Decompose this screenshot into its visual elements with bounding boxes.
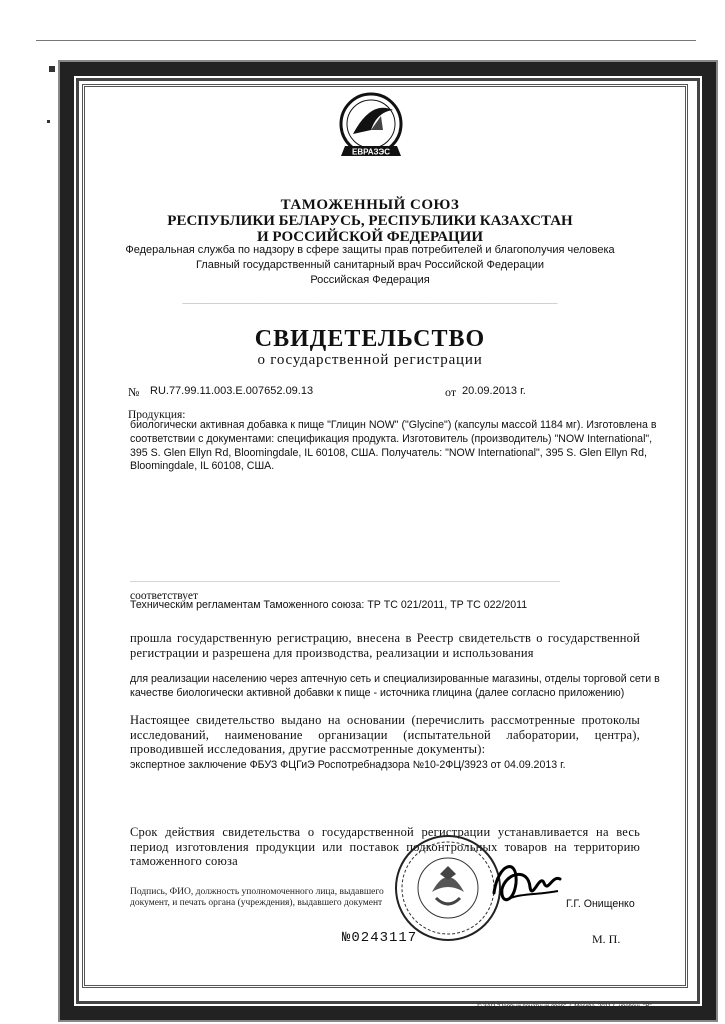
sale-conditions: для реализации населению через аптечную сеть и специализированные магазины, отделы торговой сети в качестве биологически активной добавки к пище - источника глицина (далее согласно приложению) [130, 673, 660, 699]
expert-conclusion: экспертное заключение ФБУЗ ФЦГиЭ Роспотребнадзора №10-2ФЦ/3923 от 04.09.2013 г. [130, 759, 566, 771]
handwritten-signature [488, 853, 568, 911]
product-label: Продукция: [128, 409, 186, 421]
registration-number: RU.77.99.11.003.E.007652.09.13 [150, 385, 314, 397]
validity-statement: Срок действия свидетельства о государственной регистрации устанавливается на весь период изготовления продукции или поставок подконтрольных товаров на территорию таможенного союза [130, 825, 640, 868]
caption-line: —————————————————————————————————————————————————————————————————————————————————————— [130, 580, 560, 585]
eurasec-emblem-icon [331, 90, 411, 164]
signature-caption: Подпись, ФИО, должность уполномоченного лица, выдавшего документ, и печать органа (учреждения), выдавшего документ [130, 887, 384, 908]
emblem-label: ЕВРАЗЭС [351, 147, 391, 157]
issuer-position: Главный государственный санитарный врач Российской Федерации [195, 259, 545, 271]
scan-mark [49, 66, 55, 72]
scan-mark [47, 120, 50, 123]
customs-union-heading: ТАМОЖЕННЫЙ СОЮЗ [280, 197, 460, 213]
conformity-label: соответствует [130, 590, 199, 602]
registration-date: 20.09.2013 г. [462, 385, 526, 397]
republics-heading: РЕСПУБЛИКИ БЕЛАРУСЬ, РЕСПУБЛИКИ КАЗАХСТАН [167, 213, 573, 229]
product-description: биологически активная добавка к пище "Глицин NOW" ("Glycine") (капсулы массой 1184 мг). Изготовлена в соответствии с документами: спецификация продукта. Изготовитель (производитель) "NOW International", 395 S. Glen Ellyn Rd, Bloomingdale, IL 60108, США. Получатель: "NOW International", 395 S. Glen Ellyn Rd, Bloomingdale, IL 60108, США. [130, 419, 657, 473]
printer-note: © ЗАО "Первый печатный двор", г. Москва, 2011 г., уровень "В" [477, 1004, 652, 1010]
issuer-caption-line: ——————————————————————————————————————————————————————————————————— [182, 301, 558, 307]
date-label: от [445, 385, 457, 399]
document-subtitle: о государственной регистрации [257, 352, 483, 368]
issuer-country: Российская Федерация [310, 274, 430, 286]
agency-name: Федеральная служба по надзору в сфере защиты прав потребителей и благополучия человека [125, 244, 615, 256]
document-title: СВИДЕТЕЛЬСТВО [254, 326, 486, 352]
signer-name: Г.Г. Онищенко [566, 898, 635, 910]
seal-place-label: М. П. [592, 932, 621, 946]
form-number: №0243117 [342, 930, 418, 946]
registration-statement: прошла государственную регистрацию, внесена в Реестр свидетельств о государственной регистрации и разрешена для производства, реализации и использования [130, 631, 640, 660]
russia-heading: И РОССИЙСКОЙ ФЕДЕРАЦИИ [256, 229, 484, 245]
conformity-regulations: Техническим регламентам Таможенного союза: ТР ТС 021/2011, ТР ТС 022/2011 [130, 599, 528, 611]
scan-edge-line [36, 40, 696, 41]
basis-statement: Настоящее свидетельство выдано на основании (перечислить рассмотренные протоколы исследований, наименование организации (испытательной лаборатории, центра), проводившей исследования, другие рассмотренные документы): [130, 713, 640, 756]
number-label: № [128, 385, 140, 399]
